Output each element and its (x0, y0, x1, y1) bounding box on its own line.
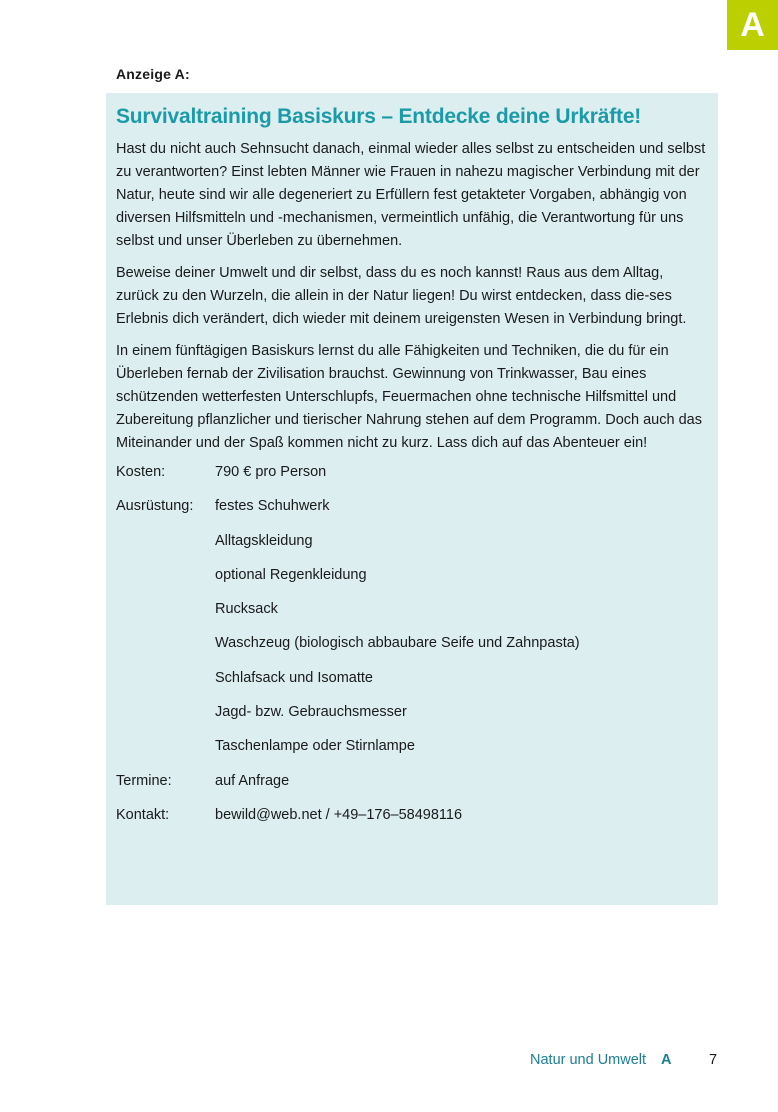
ad-title: Survivaltraining Basiskurs – Entdecke deine Urkräfte! (116, 105, 642, 128)
detail-row-equipment (116, 670, 708, 704)
page-footer (0, 1052, 778, 1072)
detail-value: Rucksack (215, 601, 278, 618)
detail-value: 790 € pro Person (215, 464, 327, 480)
detail-row-termine (116, 773, 708, 807)
page-number: 7 (709, 1052, 718, 1068)
detail-value: Waschzeug (biologisch abbaubare Seife und Zahnpasta) (215, 635, 580, 652)
detail-row-equipment (116, 704, 708, 738)
ad-paragraph-3: In einem fünftägigen Basiskurs lernst du alle Fähigkeiten und Techniken, die du für ein Überleben fernab der Zivilisation brauchst. Gewinnung von Trinkwasser, Bau eines schützenden wetterfesten Unterschlupfs, Feuermachen ohne technische Hilfsmittel und Zubereitung pflanzlicher und tierischer Nahrung stehen auf dem Programm. Doch auch das Miteinander und der Spaß kommen nicht zu kurz. Lass dich auf das Abenteuer ein! (116, 343, 702, 451)
detail-value: Taschenlampe oder Stirnlampe (215, 738, 415, 755)
detail-value: bewild@web.net / +49–176–58498116 (215, 806, 463, 823)
details-list (116, 464, 708, 841)
chapter-tab: A (727, 0, 778, 50)
detail-row-equipment (116, 738, 708, 772)
ad-paragraph-1: Hast du nicht auch Sehnsucht danach, einmal wieder alles selbst zu entscheiden und selbst zu verantworten? Einst lebten Männer wie Frauen in nahezu magischer Verbindung mit der Natur, heute sind wir alle degeneriert zu Erfüllern fest getakteter Vorgaben, abhängig von diversen Hilfsmitteln und -mechanismen, vermeintlich unfähig, die Verantwortung für uns selbst und unser Überleben zu übernehmen. (116, 141, 706, 249)
ad-label: Anzeige A: (116, 66, 190, 82)
detail-row-equipment (116, 601, 708, 635)
ad-box (106, 93, 718, 905)
footer-section-title: Natur und Umwelt (530, 1052, 647, 1068)
detail-key: Kontakt: (116, 806, 170, 823)
detail-row-ausruestung (116, 498, 708, 532)
detail-value: Alltagskleidung (215, 532, 313, 549)
detail-row-equipment (116, 567, 708, 601)
detail-row-kontakt (116, 807, 708, 841)
detail-value: optional Regenkleidung (215, 566, 367, 583)
detail-row-equipment (116, 533, 708, 567)
detail-value: Jagd- bzw. Gebrauchsmesser (215, 704, 407, 721)
footer-chapter-letter: A (661, 1052, 672, 1068)
detail-value: auf Anfrage (215, 772, 290, 789)
detail-key: Kosten: (116, 464, 166, 480)
detail-key: Ausrüstung: (116, 498, 194, 515)
detail-row-kosten (116, 464, 708, 498)
detail-value: Schlafsack und Isomatte (215, 669, 373, 686)
ad-paragraph-2: Beweise deiner Umwelt und dir selbst, dass du es noch kannst! Raus aus dem Alltag, zurück zu den Wurzeln, die allein in der Natur liegen! Du wirst entdecken, dass die-ses Erlebnis dich verändert, dich wieder mit deinem ureigensten Wesen in Verbindung bringt. (116, 265, 687, 327)
detail-value: festes Schuhwerk (215, 498, 330, 515)
detail-key: Termine: (116, 772, 172, 789)
detail-row-equipment (116, 635, 708, 669)
